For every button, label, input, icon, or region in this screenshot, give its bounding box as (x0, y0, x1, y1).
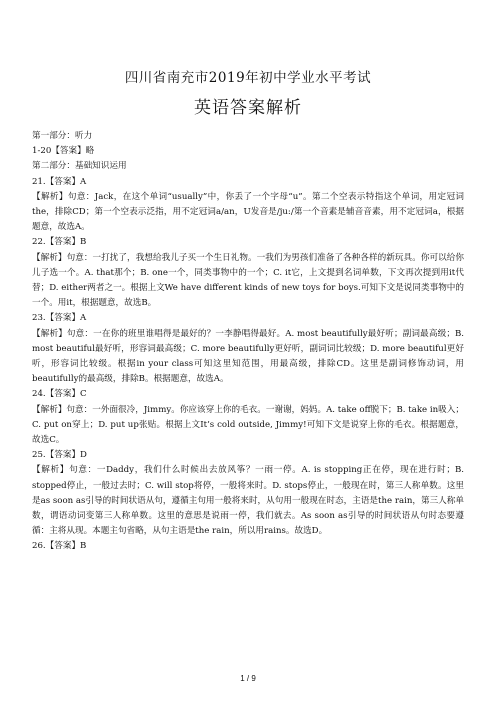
analysis-paragraph: 【解析】句意：一外面很冷，Jimmy。你应该穿上你的毛衣。一谢谢，妈妈。A. take off脱下；B. take in吸入；C. put on穿上；D. put up张贴。根据上文It’s cold outside, Jimmy!可知下文是说穿上你的毛衣。根据题意，故选C。 (32, 404, 464, 446)
answer-line: 21.【答案】A (32, 176, 87, 187)
document-title: 四川省南充市2019年初中学业水平考试 (124, 70, 372, 86)
section-heading-listening: 第一部分：听力 (32, 131, 93, 141)
page-number: 1 / 9 (240, 674, 256, 683)
answer-line: 1-20【答案】略 (32, 146, 95, 157)
analysis-paragraph: 【解析】句意：一打扰了，我想给我儿子买一个生日礼物。一我们为男孩们准备了各种各样的新玩具。你可以给你儿子选一个。A. that那个；B. one一个，同类事物中的一个；C. it它，上文提到名词单数，下文再次提到用it代替；D. either两者之一。根据上文We have different kinds of new toys for boys.可知下文是说同类事物中的一个。用it，根据题意，故选B。 (32, 252, 464, 309)
answer-line: 26.【答案】B (32, 541, 87, 552)
analysis-paragraph: 【解析】句意：一在你的班里谁唱得是最好的？一李静唱得最好。A. most beautifully最好听；副词最高级；B. most beautiful最好听，形容词最高级；C. more beautifully更好听，副词词比较级；D. more beautiful更好听，形容词比较级。根据in your class可知这里知范围，用最高级，排除CD。这里是副词修饰动词，用beautifully的最高级，排除B。根据题意，故选A。 (32, 328, 464, 385)
document-subtitle: 英语答案解析 (194, 98, 302, 118)
answer-line: 24.【答案】C (32, 389, 87, 400)
answer-line: 23.【答案】A (32, 313, 87, 324)
analysis-paragraph: 【解析】句意：一Daddy，我们什么时候出去放风筝？一雨一停。A. is stopping正在停，现在进行时；B. stopped停止，一般过去时；C. will stop将停，一般将来时。D. stops停止，一般现在时，第三人称单数。这里是as soon as引导的时间状语从句，遵循主句用一般将来时，从句用一般现在时态，主语是the rain，第三人称单数，谓语动词变第三人称单数。这里的意思是说雨一停，我们就去。As soon as引导的时间状语从句时态要遵循：主将从现。本题主句省略，从句主语是the rain，所以用rains。故选D。 (32, 465, 464, 537)
section-heading-knowledge: 第二部分：基础知识运用 (32, 161, 127, 172)
document-body (32, 129, 464, 555)
answer-line: 22.【答案】B (32, 237, 87, 248)
answer-line: 25.【答案】D (32, 450, 87, 461)
analysis-paragraph: 【解析】句意：Jack，在这个单词“usually”中，你丢了一个字母“u”。第二个空表示特指这个单词，用定冠词the，排除CD；第一个空表示泛指，用不定冠词a/an，U发音是/ju:/第一个音素是辅音音素，用不定冠词a，根据题意，故选A。 (32, 191, 464, 233)
